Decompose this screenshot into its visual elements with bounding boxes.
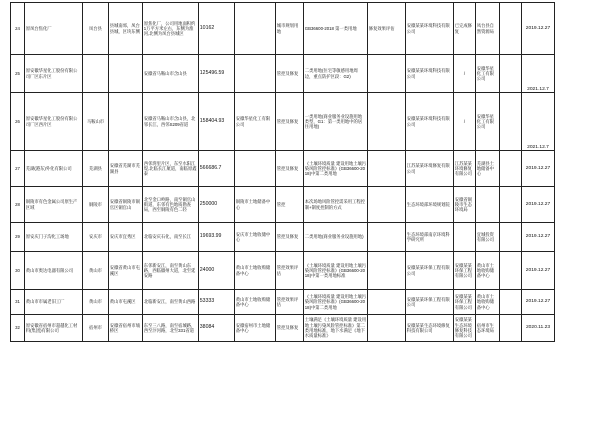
location: 安徽省黄山市屯溪区 <box>109 252 143 290</box>
provider: 宿州市生态环境局 <box>476 315 500 342</box>
date: 2019.12.27 <box>522 187 555 223</box>
county <box>83 55 109 93</box>
location <box>109 93 143 151</box>
plan-unit: / <box>454 55 476 93</box>
status <box>368 151 406 187</box>
target-standard: 《土壤环境质量 建设用地土壤污染风险管控标准》(GB36600-2018)中第二类用地 <box>304 290 368 315</box>
measure: 管控及修复 <box>276 93 304 151</box>
date: 2020.11.23 <box>522 315 555 342</box>
owner: 安徽宿州市土地储备中心 <box>235 315 276 342</box>
date: 2019.12.27 <box>522 3 555 55</box>
owner: 黄山市土地收购储备中心 <box>235 252 276 290</box>
measure: 城市规划用地 <box>276 3 304 55</box>
row-number: 28 <box>11 187 25 223</box>
row-number: 26 <box>11 93 25 151</box>
status <box>368 93 406 151</box>
measure: 管控效果评估 <box>276 252 304 290</box>
extra-cell <box>500 187 522 223</box>
area: 10162 <box>199 3 235 55</box>
table-row <box>11 290 555 315</box>
area: 53333 <box>199 290 235 315</box>
provider: 安徽华星化工有限公司 <box>476 55 500 93</box>
county: 安庆市 <box>83 223 109 252</box>
provider: 宜城投资有限公司 <box>476 223 500 252</box>
status <box>368 290 406 315</box>
county: 宿州市 <box>83 315 109 342</box>
site-name: 黄山市奥达电器有限公司 <box>25 252 83 290</box>
extra-cell <box>500 93 522 151</box>
county: 芜湖县 <box>83 151 109 187</box>
measure: 管控及修复 <box>276 151 304 187</box>
location: 安徽省铜陵市铜官区铜官山 <box>109 187 143 223</box>
extra-cell <box>500 290 522 315</box>
date: 2019.12.27 <box>522 151 555 187</box>
boundary: 原焦化厂，公司用地面积约1万平方米左右，东侧为淮河,北侧为凤台县城区 <box>143 3 199 55</box>
table-row <box>11 151 555 187</box>
plan-unit: 已完成修复 <box>454 3 476 55</box>
table-row <box>11 315 555 342</box>
site-name: 芜湖(港东)外化有限公司 <box>25 151 83 187</box>
organization: 江苏某某环境修复有限公司 <box>406 151 454 187</box>
measure: 管控及修复 <box>276 315 304 342</box>
target-standard: 二类用地(商业服务业设施用地) <box>304 223 368 252</box>
site-name: 原安徽华星化工股份有限公司厂区东片区 <box>25 55 83 93</box>
area: 158404.93 <box>199 93 235 151</box>
county: 凤台县 <box>83 3 109 55</box>
location <box>109 55 143 93</box>
owner <box>235 3 276 55</box>
location: 县城南郊，凤台县城，区块东侧 <box>109 3 143 55</box>
plan-unit: / <box>454 93 476 151</box>
date: 2019.12.27 <box>522 223 555 252</box>
boundary: 北临新安江，南至黄山西路 <box>143 290 199 315</box>
owner: 安徽华星化工有限公司 <box>235 93 276 151</box>
boundary: 东至三八路，南至宿城路，西至汴河路，北至331省道 <box>143 315 199 342</box>
row-number: 29 <box>11 223 25 252</box>
county: 黄山市 <box>83 252 109 290</box>
organization: 生态环境部南京环境科学研究所 <box>406 223 454 252</box>
date: 2019.12.27 <box>522 252 555 290</box>
organization: 安徽某某环保工程有限公司 <box>406 290 454 315</box>
document-sheet <box>10 2 554 342</box>
site-name: 原安徽华星化工股份有限公司厂区西片区 <box>25 93 83 151</box>
status <box>368 252 406 290</box>
plan-unit: 安徽某某环保工程有限公司 <box>454 252 476 290</box>
county: 铜陵市 <box>83 187 109 223</box>
organization: 安徽某某环境科技有限公司 <box>406 55 454 93</box>
organization: 安徽某某生态环境修复科技有限公司 <box>406 315 454 342</box>
target-standard: 土壤满足《土壤环境质量 建设用地土壤污染风险管控标准》第二类用地标准，地下水满足《地下水质量标准》 <box>304 315 368 342</box>
organization: 安徽某某环境科技有限公司 <box>406 3 454 55</box>
extra-cell <box>500 315 522 342</box>
row-number: 25 <box>11 55 25 93</box>
area: 250000 <box>199 187 235 223</box>
area: 566686.7 <box>199 151 235 187</box>
measure: 管控及修复 <box>276 55 304 93</box>
provider: 安徽华星化工有限公司 <box>476 93 500 151</box>
boundary: 西邻湾里片区，东至水阳江堤,北临长江航道，南临原鑫泰 <box>143 151 199 187</box>
table-row <box>11 3 555 55</box>
date: 2019.12.27 <box>522 290 555 315</box>
boundary: 北临安庆石化，南至长江 <box>143 223 199 252</box>
target-standard: 《土壤环境质量 建设用地土壤污染风险管控标准》(GB36600-2018)中第一类用地标准 <box>304 252 368 290</box>
contaminated-site-registry-table <box>10 2 555 342</box>
site-name: 原安庆门子沟化工场地 <box>25 223 83 252</box>
county: 马鞍山市 <box>83 93 109 151</box>
owner: 黄山市土地收购储备中心 <box>235 290 276 315</box>
table-row <box>11 187 555 223</box>
measure: 管控及修复 <box>276 223 304 252</box>
site-name: 黄山市市属老旧工厂 <box>25 290 83 315</box>
table-row <box>11 93 555 151</box>
extra-cell <box>500 151 522 187</box>
measure: 管控效果评估 <box>276 290 304 315</box>
date: 2021.12.7 <box>522 93 555 151</box>
table-row <box>11 55 555 93</box>
area: 125496.59 <box>199 55 235 93</box>
provider: 凤台县自然资源局 <box>476 3 500 55</box>
county: 黄山市 <box>83 290 109 315</box>
measure: 管控 <box>276 187 304 223</box>
target-standard: 本次场地风险管控需采用工程控制+制度控制的方式 <box>304 187 368 223</box>
area: 19693.99 <box>199 223 235 252</box>
provider: 黄山市土地收购储备中心 <box>476 252 500 290</box>
status <box>368 55 406 93</box>
boundary: 安徽省马鞍山市含山县 <box>143 55 199 93</box>
row-number: 31 <box>11 290 25 315</box>
extra-cell <box>500 55 522 93</box>
plan-unit <box>454 223 476 252</box>
organization: 安徽某某环境科技有限公司 <box>406 93 454 151</box>
location: 安徽省宿州市埇桥区 <box>109 315 143 342</box>
target-standard: 二类用地(住宅等敏感用地周边，重点防护区段：G2) <box>304 55 368 93</box>
extra-cell <box>500 223 522 252</box>
status <box>368 315 406 342</box>
owner <box>235 55 276 93</box>
extra-cell <box>500 252 522 290</box>
plan-unit: 江苏某某环境修复有限公司 <box>454 151 476 187</box>
owner: 铜陵市土地储备中心 <box>235 187 276 223</box>
table-row <box>11 252 555 290</box>
boundary: 安徽省马鞍山市含山县，北邻长江，西邻S209省道 <box>143 93 199 151</box>
row-number: 30 <box>11 252 25 290</box>
owner: 安庆市土地收储中心 <box>235 223 276 252</box>
plan-unit: 安徽省铜陵市生态环境局 <box>454 187 476 223</box>
organization: 安徽某某环保工程有限公司 <box>406 252 454 290</box>
date: 2021.12.7 <box>522 55 555 93</box>
row-number: 32 <box>11 315 25 342</box>
plan-unit: 安徽某某生态环境修复科技有限公司 <box>454 315 476 342</box>
location: 黄山市屯溪区 <box>109 290 143 315</box>
provider <box>476 187 500 223</box>
row-number: 27 <box>11 151 25 187</box>
boundary: 东邻新安江，南至黄山东路，西临徽州大道，北至延安路 <box>143 252 199 290</box>
location: 安徽省芜湖市芜湖县 <box>109 151 143 187</box>
target-standard: GB36600-2018 第一类用地 <box>304 3 368 55</box>
status: 修复效果评估 <box>368 3 406 55</box>
area: 38084 <box>199 315 235 342</box>
table-row <box>11 223 555 252</box>
area: 24000 <box>199 252 235 290</box>
extra-cell <box>500 3 522 55</box>
row-number: 24 <box>11 3 25 55</box>
owner <box>235 151 276 187</box>
organization: 生态环境部环境规划院 <box>406 187 454 223</box>
site-name: 铜陵市有色金属公司原生产区域 <box>25 187 83 223</box>
boundary: 北至金口岭路，南至铜官山街道，东邻有色地质勘查局，西至铜陵有色二轻 <box>143 187 199 223</box>
status <box>368 187 406 223</box>
provider: 芜湖县土地储备中心 <box>476 151 500 187</box>
status <box>368 223 406 252</box>
provider: 黄山市土地收购储备中心 <box>476 290 500 315</box>
plan-unit: 安徽某某环保工程有限公司 <box>454 290 476 315</box>
target-standard: 一类用地(商业服务业设施用地类型，G1：第一类用地中的居住用地) <box>304 93 368 151</box>
target-standard: 《土壤环境质量 建设用地土壤污染风险管控标准》(GB36600-2018)中第二类用地 <box>304 151 368 187</box>
site-name: 原凤台焦化厂 <box>25 3 83 55</box>
site-name: 原安徽省宿州市超越化工材料(集团)有限公司 <box>25 315 83 342</box>
location: 安庆市宜秀区 <box>109 223 143 252</box>
